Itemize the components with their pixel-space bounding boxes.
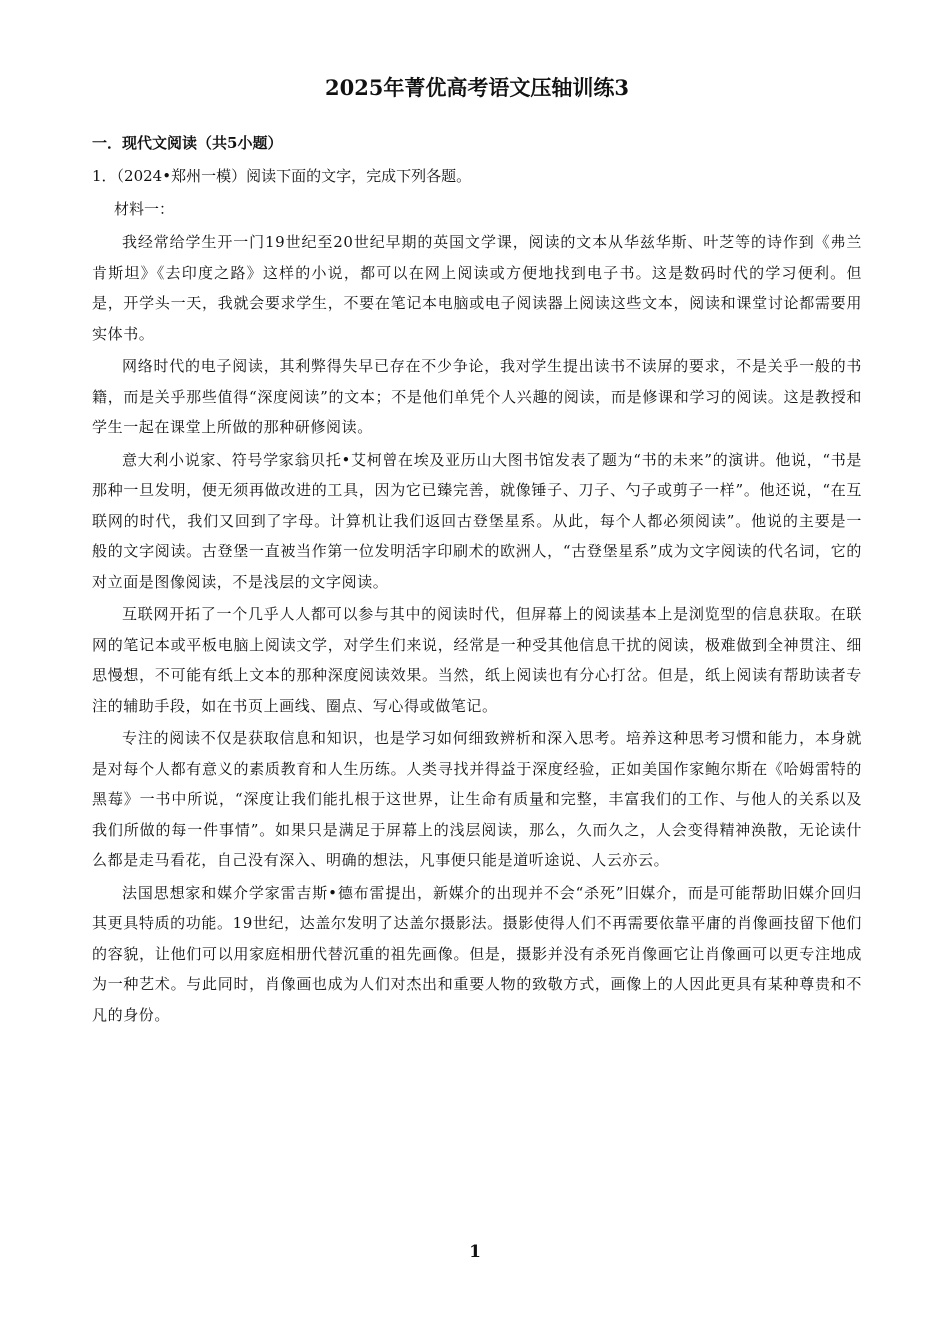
paragraph: 意大利小说家、符号学家翁贝托•艾柯曾在埃及亚历山大图书馆发表了题为“书的未来”的演讲。他说，“书是那种一旦发明，便无须再做改进的工具，因为它已臻完善，就像锤子、刀子、勺子或剪子一样”。他还说，“在互联网的时代，我们又回到了字母。计算机让我们返回古登堡星系。从此，每个人都必须阅读”。他说的主要是一般的文字阅读。古登堡一直被当作第一位发明活字印刷术的欧洲人，“古登堡星系”成为文字阅读的代名词，它的对立面是图像阅读，不是浅层的文字阅读。 [92,450,862,591]
paragraph: 网络时代的电子阅读，其利弊得失早已存在不少争论，我对学生提出读书不读屏的要求，不是关乎一般的书籍，而是关乎那些值得“深度阅读”的文本；不是他们单凭个人兴趣的阅读，而是修课和学习的阅读。这是教授和学生一起在课堂上所做的那种研修阅读。 [92,357,862,436]
paragraph: 我经常给学生开一门19世纪至20世纪早期的英国文学课，阅读的文本从华兹华斯、叶芝等的诗作到《弗兰肯斯坦》《去印度之路》这样的小说，都可以在网上阅读或方便地找到电子书。这是数码时代的学习便利。但是，开学头一天，我就会要求学生，不要在笔记本电脑或电子阅读器上阅读这些文本，阅读和课堂讨论都需要用实体书。 [92,233,862,343]
section-heading: 一．现代文阅读（共5小题） [92,134,283,152]
paragraph: 互联网开拓了一个几乎人人都可以参与其中的阅读时代，但屏幕上的阅读基本上是浏览型的信息获取。在联网的笔记本或平板电脑上阅读文学，对学生们来说，经常是一种受其他信息干扰的阅读，极难做到全神贯注、细思慢想，不可能有纸上文本的那种深度阅读效果。当然，纸上阅读也有分心打岔。但是，纸上阅读有帮助读者专注的辅助手段，如在书页上画线、圈点、写心得或做笔记。 [92,605,862,715]
paragraph: 法国思想家和媒介学家雷吉斯•德布雷提出，新媒介的出现并不会“杀死”旧媒介，而是可能帮助旧媒介回归其更具特质的功能。19世纪，达盖尔发明了达盖尔摄影法。摄影使得人们不再需要依靠平庸的肖像画技留下他们的容貌，让他们可以用家庭相册代替沉重的祖先画像。但是，摄影并没有杀死肖像画它让肖像画可以更专注地成为一种艺术。与此同时，肖像画也成为人们对杰出和重要人物的致敬方式，画像上的人因此更具有某种尊贵和不凡的身份。 [92,883,862,1024]
document-title: 2025年菁优高考语文压轴训练3 [324,75,630,100]
paragraph: 专注的阅读不仅是获取信息和知识，也是学习如何细致辨析和深入思考。培养这种思考习惯和能力，本身就是对每个人都有意义的素质教育和人生历练。人类寻找并得益于深度经验，正如美国作家鲍尔斯在《哈姆雷特的黑莓》一书中所说，“深度让我们能扎根于这世界，让生命有质量和完整，丰富我们的工作、与他人的关系以及我们所做的每一件事情”。如果只是满足于屏幕上的浅层阅读，那么，久而久之，人会变得精神涣散，无论读什么都是走马看花，自己没有深入、明确的想法，凡事便只能是道听途说、人云亦云。 [92,729,862,869]
page-number: 1 [469,1242,481,1262]
document-page [92,60,862,1032]
material-label: 材料一： [114,200,175,218]
question-stem: 1．（2024•郑州一模）阅读下面的文字，完成下列各题。 [92,167,472,185]
